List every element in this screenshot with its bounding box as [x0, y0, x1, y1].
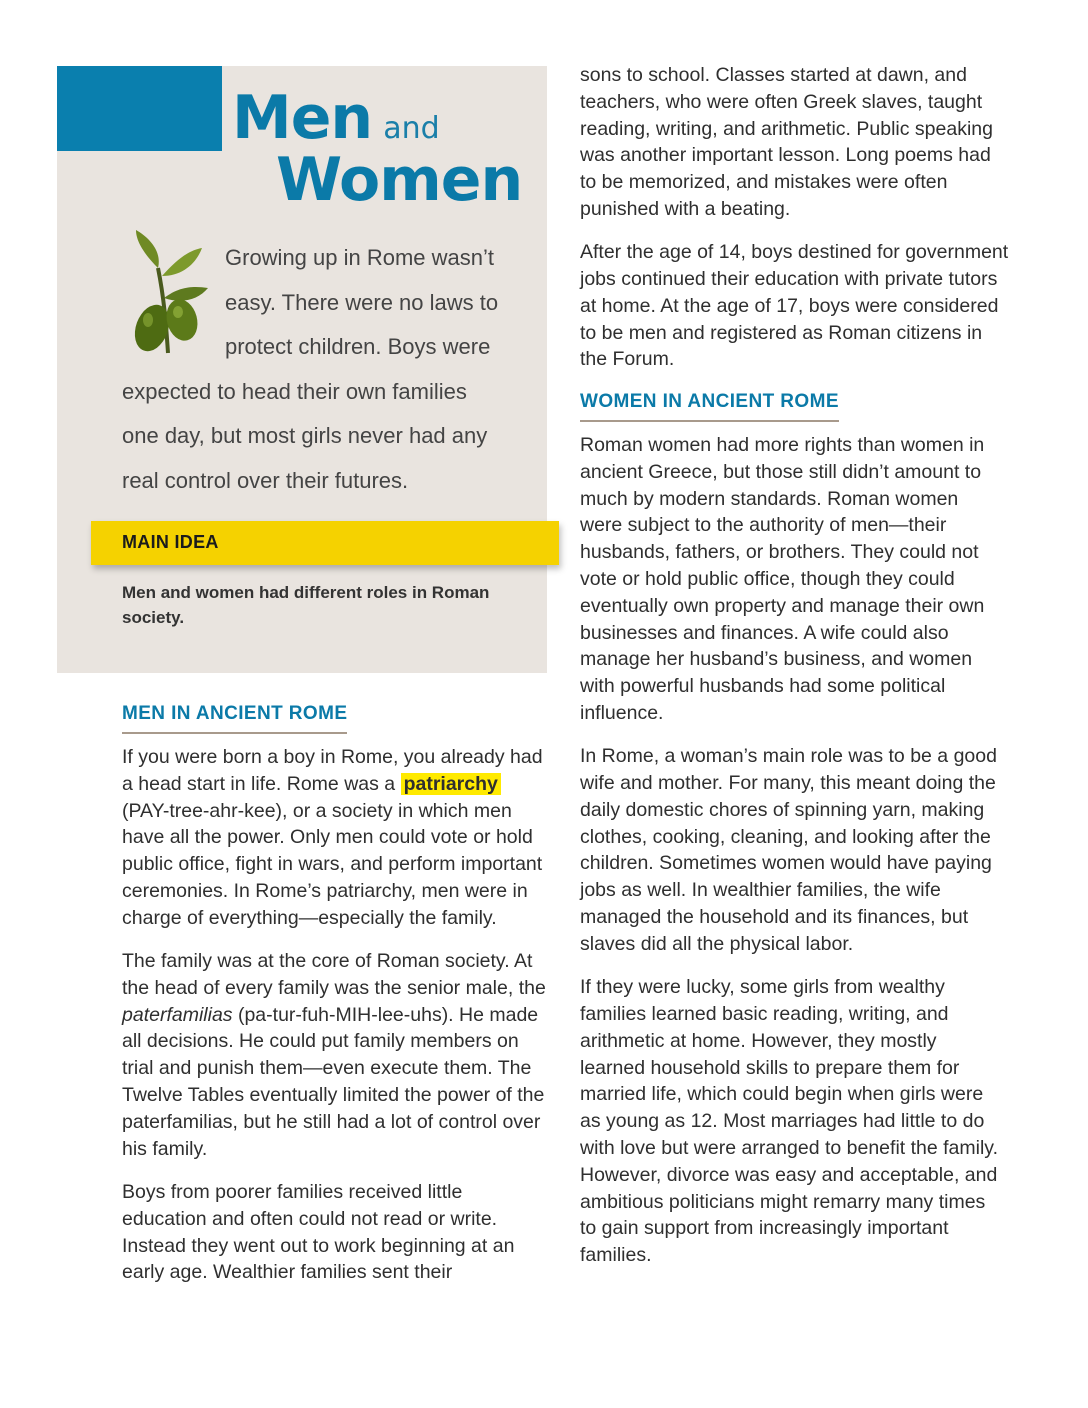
main-idea-label: MAIN IDEA	[122, 532, 219, 552]
intro-line-3: protect children. Boys were	[225, 334, 491, 359]
women-paragraph-1: Roman women had more rights than women in ancient Greece, but those still didn’t amount to much by modern standards. Roman women were subject to the authority of men—their husbands, fathers, or brothers. They could not vote or hold public office, though they could eventually own property and manage their own businesses and finances. A wife could also manage her husband’s business, and women with powerful husbands had some political influence.	[580, 434, 985, 724]
men-p2-text-a: The family was at the core of Roman society. At the head of every family was the senior male, the	[122, 950, 546, 999]
title-accent-block	[57, 66, 222, 151]
men-paragraph-1	[122, 744, 547, 932]
women-paragraph-3: If they were lucky, some girls from wealthy families learned basic reading, writing, and arithmetic at home. However, they mostly learned household skills to prepare them for married life, which could begin when girls were as young as 12. Most marriages had little to do with love but were arranged to benefit the family. However, divorce was easy and acceptable, and ambitious politicians might remarry many times to gain support from increasingly important families.	[580, 976, 999, 1267]
paterfamilias-term: paterfamilias	[122, 1003, 233, 1026]
intro-line-5: one day, but most girls never had any	[122, 423, 488, 448]
patriarchy-term: patriarchy	[401, 773, 501, 795]
men-section-body	[122, 744, 547, 1303]
women-paragraph-2: In Rome, a woman’s main role was to be a good wife and mother. For many, this meant doing the daily domestic chores of spinning yarn, making clothes, cooking, cleaning, and looking after the children. Sometimes women would have paying jobs as well. In wealthier families, the wife managed the household and its finances, but slaves did all the physical labor.	[580, 745, 997, 955]
title-women: Women	[276, 145, 523, 215]
page-title	[232, 83, 523, 215]
men-p2-text-b: (pa-tur-fuh-MIH-lee-uhs). He made all decisions. He could put family members on trial and punish them—even execute them. The Twelve Tables eventually limited the power of the paterfamilias, but he still had a lot of control over his family.	[122, 1003, 545, 1160]
title-men: Men	[232, 83, 373, 153]
intro-line-2: easy. There were no laws to	[225, 289, 499, 315]
right-column	[580, 62, 1010, 390]
men-paragraph-3: Boys from poorer families received little education and often could not read or write. Instead they went out to work beginning at an early age. Wealthier families sent their	[122, 1180, 515, 1284]
main-idea-text: Men and women had different roles in Roman society.	[122, 583, 490, 627]
schooling-paragraph-1: sons to school. Classes started at dawn, and teachers, who were often Greek slaves, taught reading, writing, and arithmetic. Public speaking was another important lesson. Long poems had to be memorized, and mistakes were often punished with a beating.	[580, 64, 993, 220]
men-section-heading: MEN IN ANCIENT ROME	[122, 703, 347, 734]
men-paragraph-2	[122, 948, 547, 1162]
title-and: and	[383, 111, 440, 146]
women-section-heading: WOMEN IN ANCIENT ROME	[580, 391, 839, 422]
intro-line-6: real control over their futures.	[122, 467, 409, 493]
men-p1-text-b: (PAY-tree-ahr-kee), or a society in which men have all the power. Only men could vote or hold public office, fight in wars, and perform important ceremonies. In Rome’s patriarchy, men were in charge of everything—especially the family.	[122, 799, 543, 929]
schooling-paragraph-2: After the age of 14, boys destined for government jobs continued their education with private tutors at home. At the age of 17, boys were considered to be men and registered as Roman citizens in the Forum.	[580, 241, 1009, 371]
intro-line-4: expected to head their own families	[122, 378, 467, 404]
intro-line-1: Growing up in Rome wasn’t	[225, 245, 495, 270]
men-p1-text-a: If you were born a boy in Rome, you already had a head start in life. Rome was a	[122, 746, 543, 795]
women-section-body	[580, 432, 1005, 1285]
intro-paragraph	[122, 236, 527, 503]
